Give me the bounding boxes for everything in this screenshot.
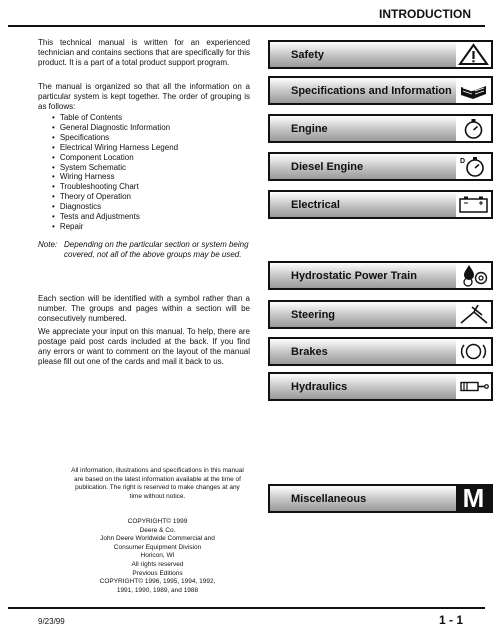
section-tab-specifications[interactable]: [268, 76, 493, 105]
copyright-line: COPYRIGHT© 1999: [127, 518, 188, 525]
icon-letter: M: [462, 483, 485, 513]
copyright-line: Horicon, WI: [140, 552, 175, 560]
copyright-block: [70, 518, 245, 595]
group-item: • Diagnostics: [52, 202, 178, 212]
copyright-line: John Deere Worldwide Commercial and: [100, 535, 215, 543]
section-tab-diesel-engine[interactable]: [268, 152, 493, 181]
copyright-line: COPYRIGHT© 1996, 1995, 1994, 1992,: [99, 578, 216, 586]
section-label: Hydrostatic Power Train: [270, 263, 456, 288]
section-tab-steering[interactable]: [268, 300, 493, 329]
section-tab-safety[interactable]: [268, 40, 493, 69]
header-title: INTRODUCTION: [379, 7, 471, 21]
section-label: Miscellaneous: [270, 486, 456, 511]
section-tab-hydrostatic-power-train[interactable]: [268, 261, 493, 290]
copyright-line: All rights reserved: [131, 560, 184, 568]
footer-rule: [8, 607, 485, 609]
copyright-disclaimer: All information, illustrations and specifications in this manual are based on the latest information available at the time of publication. The right is reserved to make changes at any time without notice.: [71, 467, 244, 500]
warning-triangle-icon: [456, 42, 491, 67]
engine-stopwatch-icon: [456, 116, 491, 141]
section-tab-electrical[interactable]: [268, 190, 493, 219]
section-tab-engine[interactable]: [268, 114, 493, 143]
section-label: Safety: [270, 42, 456, 67]
group-item: • Wiring Harness: [52, 172, 178, 182]
note-label: Note:: [38, 240, 58, 249]
section-label: Hydraulics: [270, 374, 456, 399]
group-item: • Table of Contents: [52, 113, 178, 123]
section-tab-brakes[interactable]: [268, 337, 493, 366]
diesel-engine-icon: [456, 154, 491, 179]
hydrostatic-drop-gear-icon: [456, 263, 491, 288]
section-tab-miscellaneous[interactable]: [268, 484, 493, 513]
group-item: • Electrical Wiring Harness Legend: [52, 143, 178, 153]
note-text: Depending on the particular section or system being covered, not all of the above groups may be used.: [64, 240, 249, 259]
group-item: • System Schematic: [52, 163, 178, 173]
header-rule: [8, 25, 485, 27]
section-tab-hydraulics[interactable]: [268, 372, 493, 401]
group-item: • General Diagnostic Information: [52, 123, 178, 133]
section-label: Diesel Engine: [270, 154, 456, 179]
symbol-paragraph: Each section will be identified with a symbol rather than a number. The groups and pages within a section will be consecutively numbered.: [38, 294, 250, 323]
note: [38, 240, 253, 260]
group-item: • Specifications: [52, 133, 178, 143]
svg-text:D: D: [460, 158, 466, 165]
copyright-line: Previous Editions: [132, 569, 183, 577]
section-label: Specifications and Information: [270, 78, 456, 103]
group-item: • Repair: [52, 222, 178, 232]
copyright-line: Deere & Co.: [139, 526, 176, 534]
letter-m-icon: [456, 483, 491, 513]
page-number: 1 - 1: [438, 613, 463, 627]
section-label: Steering: [270, 302, 456, 327]
section-label: Electrical: [270, 192, 456, 217]
intro-paragraph: This technical manual is written for an experienced technician and contains sections that are specifically for this product. It is a part of a total product support program.: [38, 38, 250, 67]
organization-paragraph: The manual is organized so that all the information on a particular system is kept together. The order of grouping is as follows:: [38, 82, 250, 111]
section-label: Engine: [270, 116, 456, 141]
group-item: • Theory of Operation: [52, 192, 178, 202]
group-list: [52, 113, 178, 232]
group-item: • Component Location: [52, 153, 178, 163]
open-book-icon: [456, 78, 491, 103]
brake-drum-icon: [456, 339, 491, 364]
hydraulic-cylinder-icon: [456, 374, 491, 399]
copyright-line: Consumer Equipment Division: [113, 543, 202, 551]
footer-date: 9/23/99: [38, 617, 65, 626]
section-label: Brakes: [270, 339, 456, 364]
group-item: • Troubleshooting Chart: [52, 182, 178, 192]
feedback-paragraph: We appreciate your input on this manual. To help, there are postage paid post cards included at the back. If you find any errors or want to comment on the layout of the manual please fill out one of the cards and mail it back to us.: [38, 327, 250, 366]
steering-linkage-icon: [456, 302, 491, 327]
battery-icon: [456, 192, 491, 217]
group-item: • Tests and Adjustments: [52, 212, 178, 222]
copyright-line: 1991, 1990, 1989, and 1988: [116, 586, 199, 594]
